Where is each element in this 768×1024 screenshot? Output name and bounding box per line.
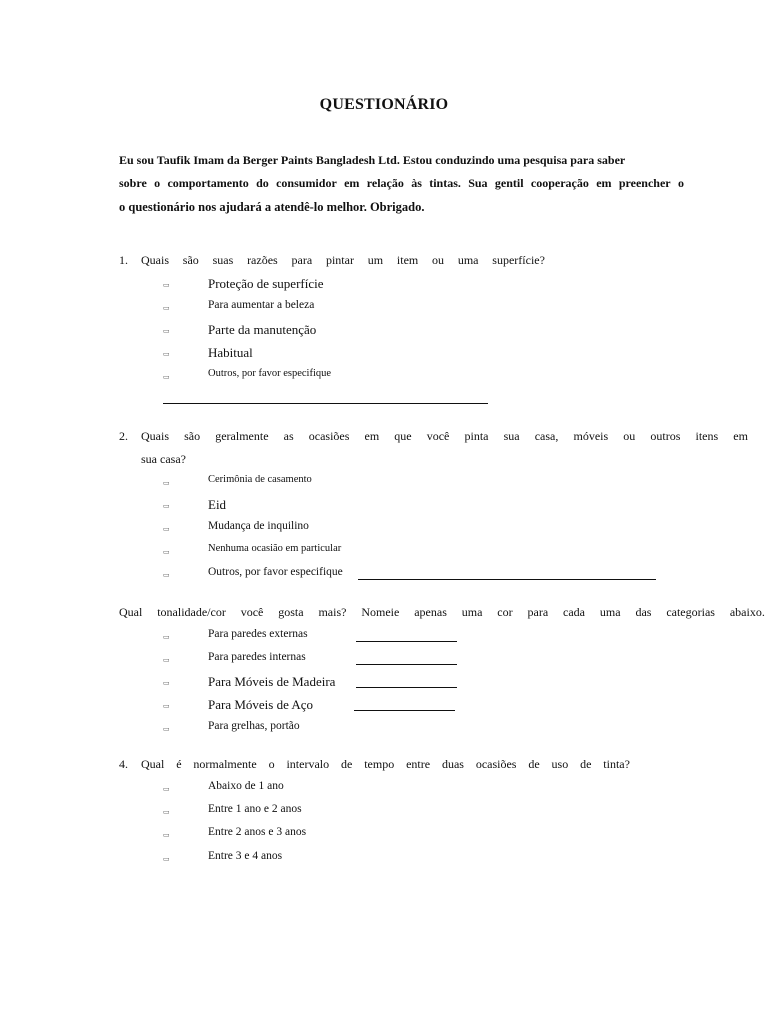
word: tonalidade/cor: [157, 605, 226, 619]
option-label: Outros, por favor especifique: [208, 566, 343, 578]
word: de: [580, 757, 592, 771]
word: Sua: [468, 176, 488, 190]
option-label: Entre 2 anos e 3 anos: [208, 826, 307, 838]
word: móveis: [573, 429, 609, 443]
word: outros: [650, 429, 681, 443]
option-label: Cerimônia de casamento: [208, 474, 312, 485]
answer-line[interactable]: [356, 687, 457, 688]
checkbox-icon[interactable]: [163, 785, 171, 794]
word: uma: [599, 605, 621, 619]
checkbox-icon[interactable]: [163, 831, 171, 840]
word: item: [396, 253, 419, 267]
checkbox-icon[interactable]: [163, 725, 171, 734]
question-2-number: 2.: [119, 429, 128, 443]
word: Quais: [141, 429, 169, 443]
question-4-number: 4.: [119, 757, 128, 771]
option-label: Habitual: [208, 345, 253, 360]
checkbox-icon[interactable]: [163, 656, 171, 665]
checkbox-icon[interactable]: [163, 679, 171, 688]
word: categorias: [666, 605, 715, 619]
checkbox-icon[interactable]: [163, 479, 171, 488]
option-label: Entre 1 ano e 2 anos: [208, 803, 302, 815]
intro-line-1: Eu sou Taufik Imam da Berger Paints Bangladesh Ltd. Estou conduzindo uma pesquisa para saber: [119, 153, 626, 167]
word: ou: [432, 253, 445, 267]
option-label: Para aumentar a beleza: [208, 299, 315, 311]
option-label: Para paredes internas: [208, 651, 306, 663]
word: ou: [623, 429, 636, 443]
word: para: [527, 605, 549, 619]
intro-line-2: [119, 176, 684, 191]
word: o: [677, 176, 684, 190]
checkbox-icon[interactable]: [163, 633, 171, 642]
word: gentil: [494, 176, 524, 190]
page-title: QUESTIONÁRIO: [319, 96, 449, 113]
word: em: [344, 176, 360, 190]
word: casa,: [534, 429, 559, 443]
option-label: Mudança de inquilino: [208, 520, 309, 532]
word: ocasiões: [308, 429, 350, 443]
word: razões: [247, 253, 278, 267]
option-label: Proteção de superfície: [208, 276, 324, 291]
word: Qual: [119, 605, 143, 619]
option-label: Para grelhas, portão: [208, 720, 300, 732]
word: itens: [695, 429, 719, 443]
question-3-text: [119, 605, 765, 620]
word: que: [394, 429, 412, 443]
word: consumidor: [276, 176, 337, 190]
intro-line-3: o questionário nos ajudará a atendê-lo melhor. Obrigado.: [119, 200, 425, 214]
word: para: [291, 253, 313, 267]
checkbox-icon[interactable]: [163, 327, 171, 336]
word: são: [184, 429, 201, 443]
word: Qual: [141, 757, 165, 771]
option-label: Nenhuma ocasião em particular: [208, 543, 342, 554]
word: uma: [457, 253, 479, 267]
option-label: Abaixo de 1 ano: [208, 780, 284, 792]
word: um: [367, 253, 384, 267]
word: às: [411, 176, 422, 190]
option-label: Parte da manutenção: [208, 322, 317, 337]
word: o: [154, 176, 161, 190]
word: tintas.: [429, 176, 461, 190]
word: duas: [441, 757, 464, 771]
option-label: Outros, por favor especifique: [208, 368, 332, 379]
word: cor: [497, 605, 513, 619]
question-2-specify-line[interactable]: [358, 579, 656, 580]
word: cada: [563, 605, 586, 619]
word: mais?: [318, 605, 347, 619]
word: de: [528, 757, 540, 771]
word: entre: [406, 757, 431, 771]
answer-line[interactable]: [356, 641, 457, 642]
word: as: [283, 429, 294, 443]
word: normalmente: [193, 757, 257, 771]
word: superfície?: [492, 253, 545, 267]
answer-line[interactable]: [354, 710, 455, 711]
word: das: [635, 605, 652, 619]
word: sua: [503, 429, 520, 443]
word: é: [176, 757, 182, 771]
word: pinta: [464, 429, 489, 443]
question-4-text: [141, 757, 630, 772]
checkbox-icon[interactable]: [163, 702, 171, 711]
checkbox-icon[interactable]: [163, 571, 171, 580]
checkbox-icon[interactable]: [163, 548, 171, 557]
option-label: Para Móveis de Aço: [208, 697, 314, 712]
word: tempo: [364, 757, 395, 771]
checkbox-icon[interactable]: [163, 855, 171, 864]
word: relação: [366, 176, 404, 190]
question-2-text: [141, 429, 748, 444]
option-label: Para Móveis de Madeira: [208, 674, 336, 689]
word: você: [240, 605, 264, 619]
option-label: Entre 3 e 4 anos: [208, 850, 283, 862]
word: sobre: [119, 176, 147, 190]
word: Nomeie: [361, 605, 400, 619]
checkbox-icon[interactable]: [163, 350, 171, 359]
word: geralmente: [215, 429, 269, 443]
word: em: [364, 429, 380, 443]
word: cooperação: [530, 176, 589, 190]
question-2-text-continued: sua casa?: [141, 452, 186, 466]
word: do: [256, 176, 269, 190]
word: comportamento: [167, 176, 249, 190]
checkbox-icon[interactable]: [163, 281, 171, 290]
word: em: [733, 429, 748, 443]
word: o: [268, 757, 275, 771]
question-1-text: [141, 253, 545, 268]
word: suas: [212, 253, 234, 267]
checkbox-icon[interactable]: [163, 525, 171, 534]
checkbox-icon[interactable]: [163, 304, 171, 313]
checkbox-icon[interactable]: [163, 373, 171, 382]
word: você: [426, 429, 450, 443]
word: uma: [461, 605, 483, 619]
word: abaixo.: [729, 605, 765, 619]
question-1-specify-line[interactable]: [163, 403, 488, 404]
word: intervalo: [286, 757, 330, 771]
word: uso: [551, 757, 569, 771]
word: tinta?: [603, 757, 630, 771]
word: pintar: [325, 253, 354, 267]
answer-line[interactable]: [356, 664, 457, 665]
checkbox-icon[interactable]: [163, 808, 171, 817]
word: são: [182, 253, 199, 267]
word: Quais: [141, 253, 169, 267]
question-1-number: 1.: [119, 253, 128, 267]
option-label: Para paredes externas: [208, 628, 308, 640]
word: gosta: [278, 605, 304, 619]
word: apenas: [414, 605, 447, 619]
option-label: Eid: [208, 497, 227, 512]
checkbox-icon[interactable]: [163, 502, 171, 511]
word: em: [596, 176, 612, 190]
word: ocasiões: [475, 757, 517, 771]
word: preencher: [618, 176, 671, 190]
word: de: [341, 757, 353, 771]
